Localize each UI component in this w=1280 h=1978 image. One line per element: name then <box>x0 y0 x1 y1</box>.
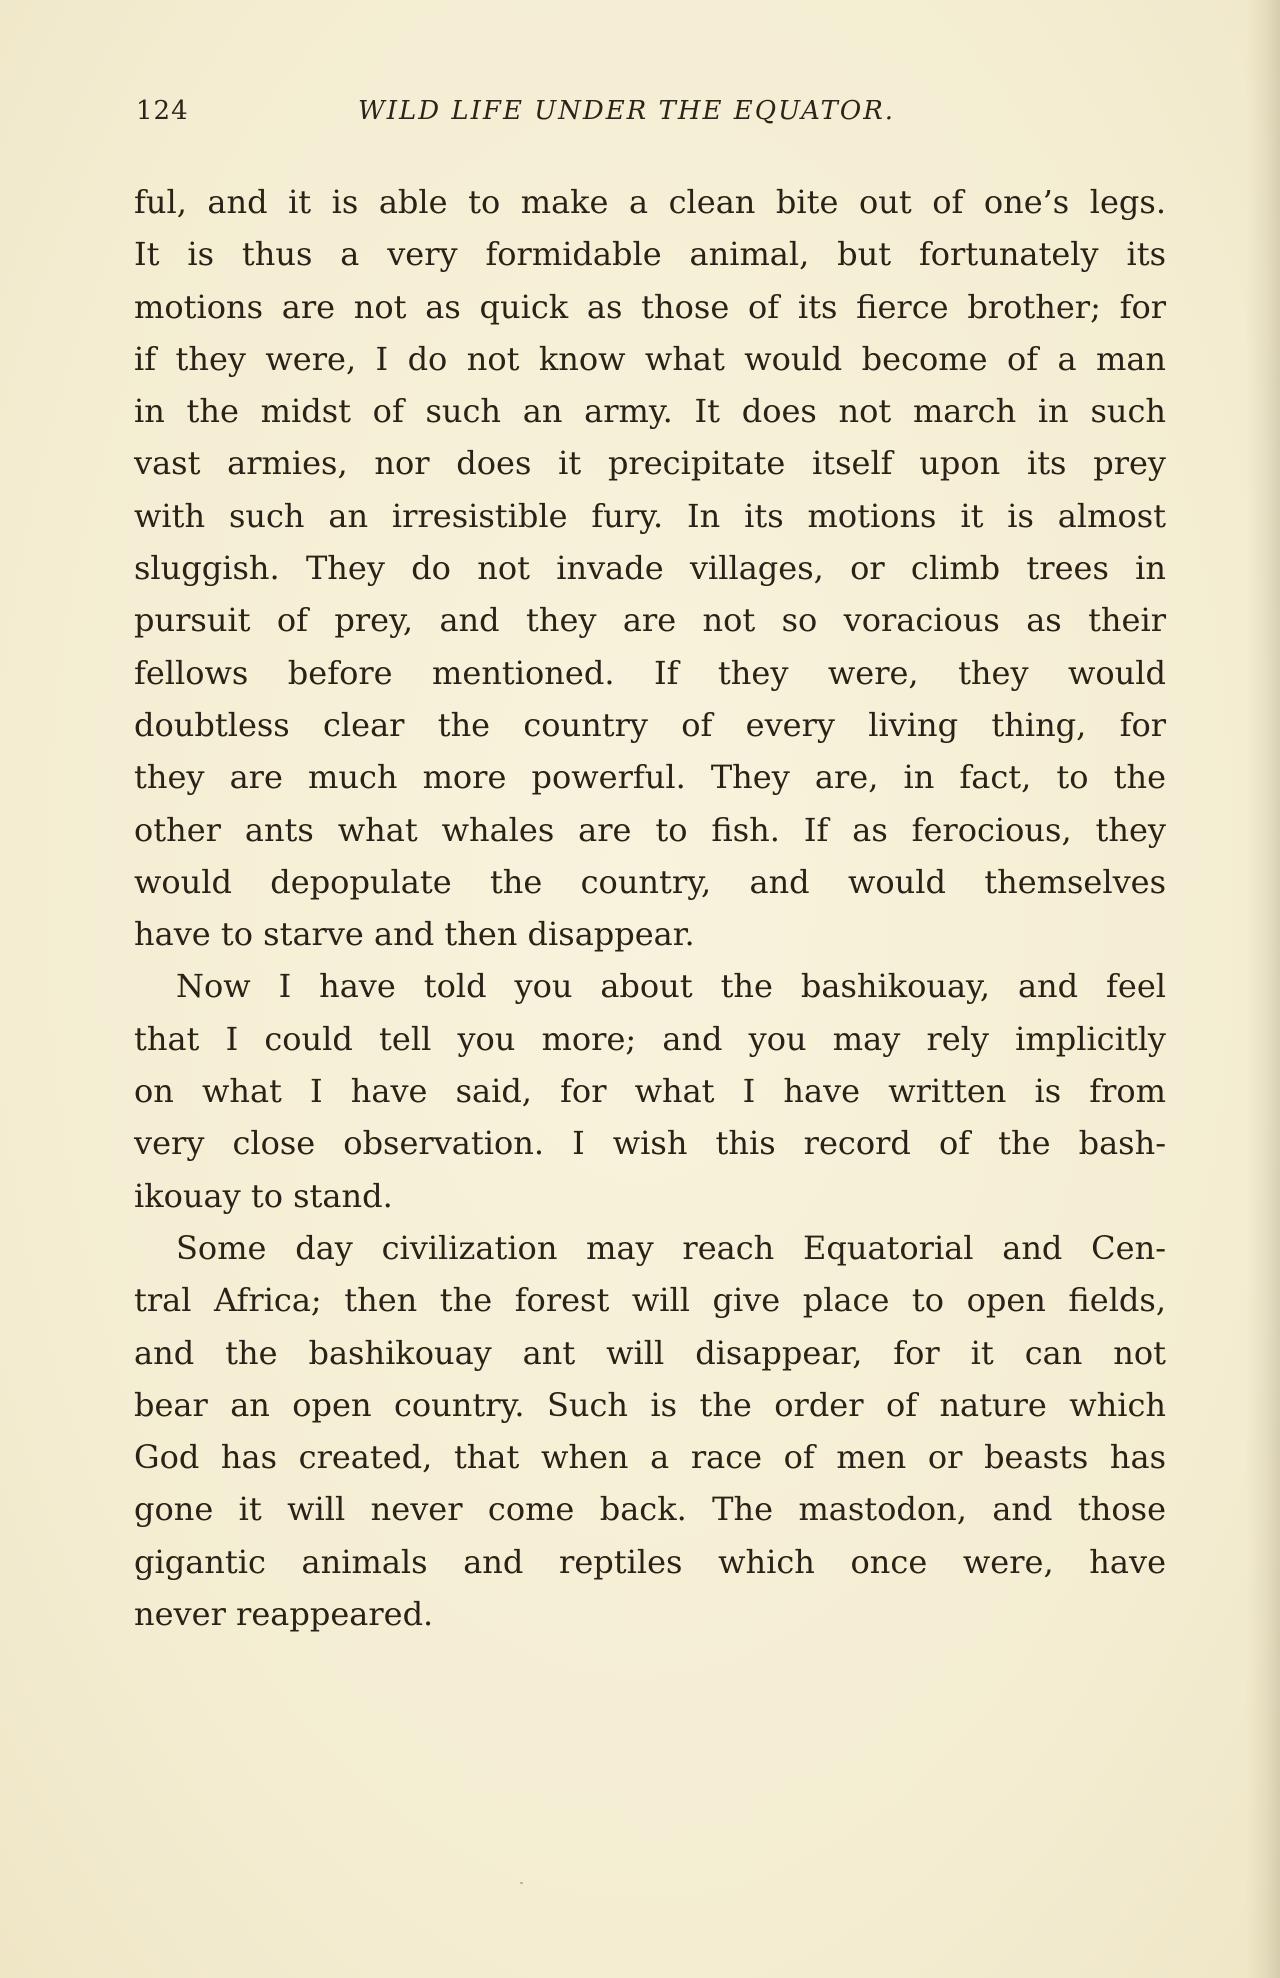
text-line: on what I have said, for what I have written is from <box>134 1072 1166 1111</box>
text-line: if they were, I do not know what would become of a man <box>134 339 1166 378</box>
text-line: gone it will never come back. The mastodon, and those <box>134 1490 1166 1529</box>
paragraph-start-line: Now I have told you about the bashikouay, and feel <box>176 967 1166 1006</box>
paper-speck <box>520 1882 523 1884</box>
text-line: fellows before mentioned. If they were, they would <box>134 653 1166 692</box>
page-number: 124 <box>136 96 189 126</box>
body-text <box>134 176 1166 1640</box>
paragraph-end-line: never reappeared. <box>134 1595 434 1634</box>
text-line: with such an irresistible fury. In its motions it is almost <box>134 496 1166 535</box>
text-line: vast armies, nor does it precipitate itself upon its prey <box>134 444 1166 483</box>
text-line: tral Africa; then the forest will give place to open fields, <box>134 1281 1166 1320</box>
paragraph-start-line: Some day civilization may reach Equatorial and Cen- <box>176 1228 1166 1267</box>
text-line: very close observation. I wish this record of the bash- <box>134 1124 1166 1163</box>
text-line: that I could tell you more; and you may rely implicitly <box>134 1019 1166 1058</box>
text-line: God has created, that when a race of men or beasts has <box>134 1438 1166 1477</box>
paragraph-end-line: have to starve and then disappear. <box>134 915 695 954</box>
text-line: sluggish. They do not invade villages, or climb trees in <box>134 549 1166 588</box>
paragraph-end-line: ikouay to stand. <box>134 1176 393 1215</box>
text-line: they are much more powerful. They are, in fact, to the <box>134 758 1166 797</box>
text-line: in the midst of such an army. It does not march in such <box>134 392 1166 431</box>
text-line: motions are not as quick as those of its fierce brother; for <box>134 287 1166 326</box>
page-header <box>136 96 1164 136</box>
text-line: doubtless clear the country of every living thing, for <box>134 705 1166 744</box>
text-line: and the bashikouay ant will disappear, for it can not <box>134 1333 1166 1372</box>
text-line: pursuit of prey, and they are not so voracious as their <box>134 601 1166 640</box>
text-line: would depopulate the country, and would themselves <box>134 862 1166 901</box>
text-line: other ants what whales are to fish. If as ferocious, they <box>134 810 1166 849</box>
text-line: bear an open country. Such is the order of nature which <box>134 1385 1166 1424</box>
page-edge-shadow <box>1246 0 1280 1978</box>
text-line: gigantic animals and reptiles which once were, have <box>134 1542 1166 1581</box>
text-line: It is thus a very formidable animal, but fortunately its <box>134 235 1166 274</box>
text-line: ful, and it is able to make a clean bite out of one’s legs. <box>134 183 1166 221</box>
running-title: WILD LIFE UNDER THE EQUATOR. <box>358 96 896 126</box>
